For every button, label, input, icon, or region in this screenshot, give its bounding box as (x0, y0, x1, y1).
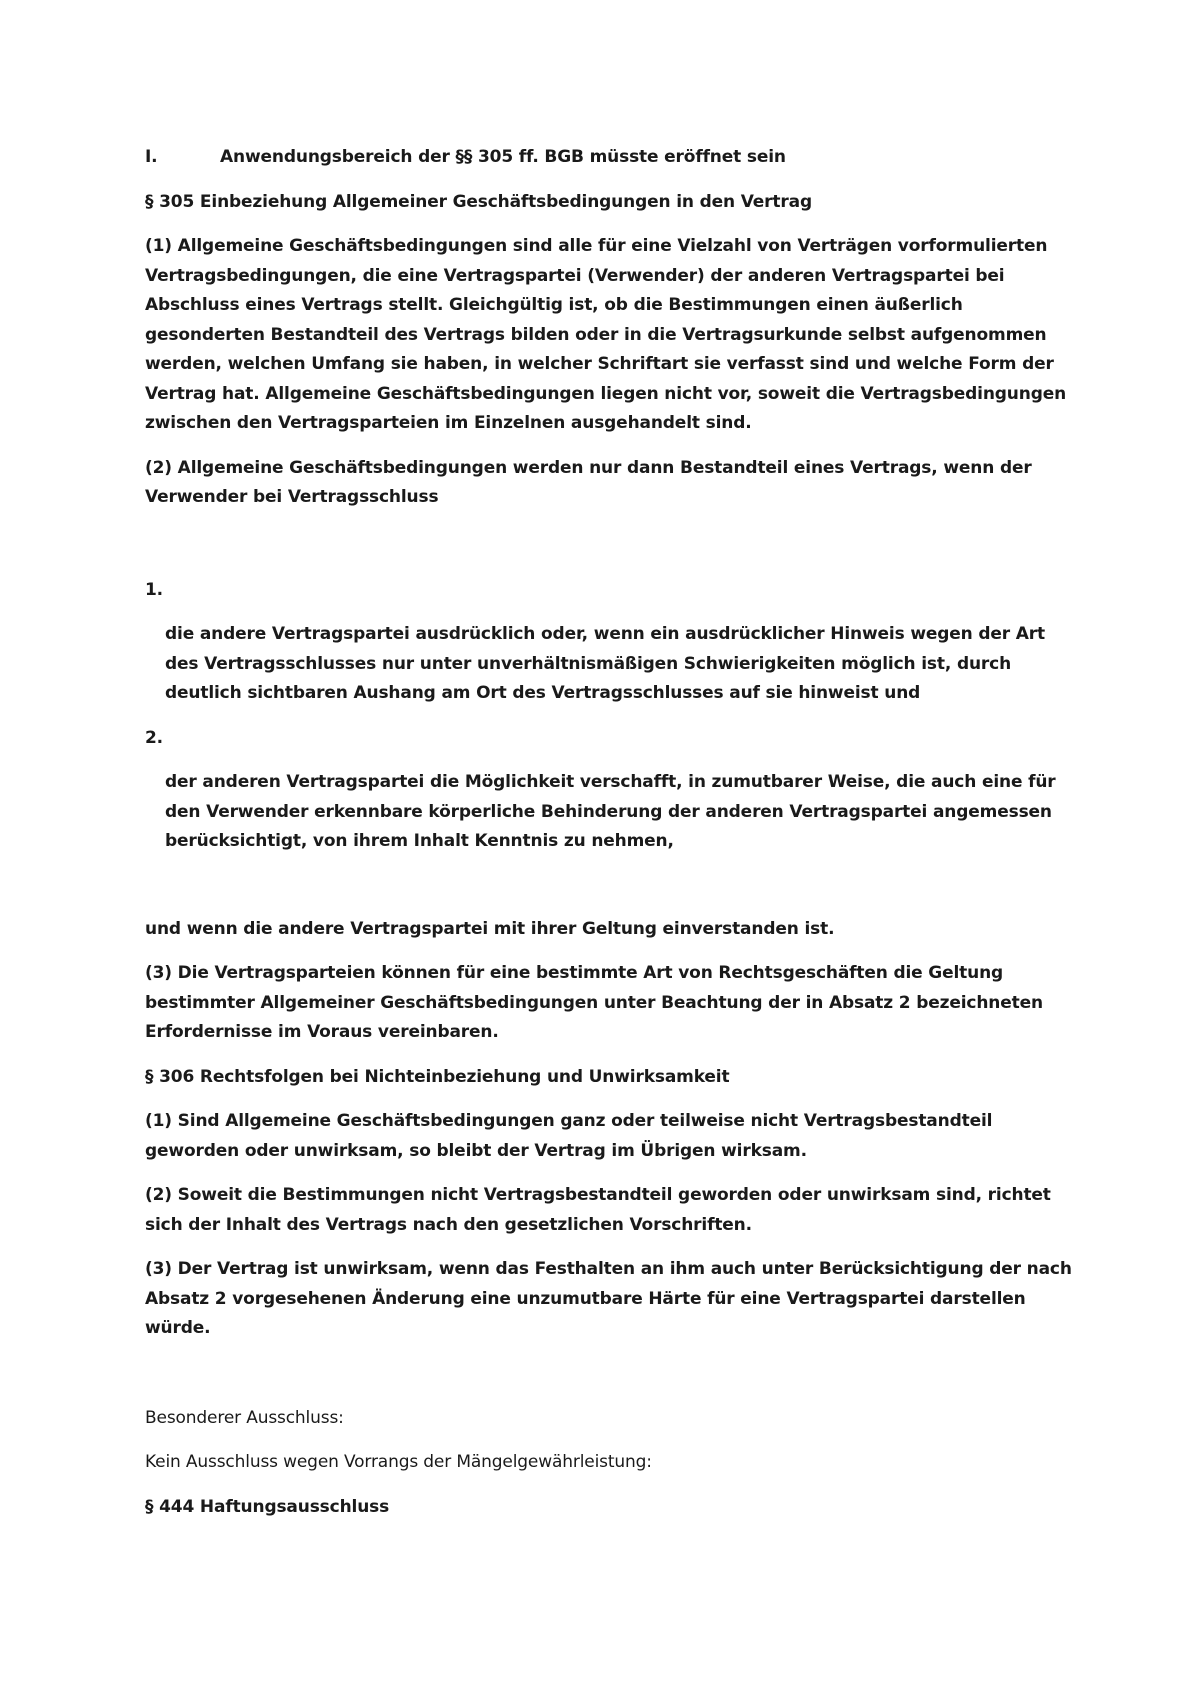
section-heading (145, 143, 1075, 173)
document-body (145, 143, 1075, 1522)
list-item-1-text: die andere Vertragspartei ausdrücklich oder, wenn ein ausdrücklicher Hinweis wegen der Art des Vertragsschlusses nur unter unverhältnismäßigen Schwierigkeiten möglich ist, durch deutlich sichtbaren Aushang am Ort des Vertragsschlusses auf sie hinweist und (165, 624, 1046, 703)
section-306-paragraph-1: (1) Sind Allgemeine Geschäftsbedingungen ganz oder teilweise nicht Vertragsbestandteil geworden oder unwirksam, so bleibt der Vertrag im Übrigen wirksam. (145, 1111, 993, 1161)
special-exclusion-label: Besonderer Ausschluss: (145, 1407, 344, 1428)
section-306-paragraph-3: (3) Der Vertrag ist unwirksam, wenn das Festhalten an ihm auch unter Berücksichtigung der nach Absatz 2 vorgesehenen Änderung eine unzumutbare Härte für eine Vertragspartei darstellen würde. (145, 1259, 1072, 1338)
list-item-2-text: der anderen Vertragspartei die Möglichkeit verschafft, in zumutbarer Weise, die auch eine für den Verwender erkennbare körperliche Behinderung der anderen Vertragspartei angemessen berücksichtigt, von ihrem Inhalt Kenntnis zu nehmen, (165, 772, 1056, 851)
section-305-paragraph-3: (3) Die Vertragsparteien können für eine bestimmte Art von Rechtsgeschäften die Geltung bestimmter Allgemeiner Geschäftsbedingungen unter Beachtung der in Absatz 2 bezeichneten Erfordernisse im Voraus vereinbaren. (145, 963, 1043, 1042)
heading-text: Anwendungsbereich der §§ 305 ff. BGB müsste eröffnet sein (220, 147, 786, 167)
heading-numeral: I. (145, 147, 158, 167)
section-306-title: § 306 Rechtsfolgen bei Nichteinbeziehung und Unwirksamkeit (145, 1066, 730, 1087)
section-305-paragraph-2-end: und wenn die andere Vertragspartei mit ihrer Geltung einverstanden ist. (145, 918, 835, 939)
list-item-1-number: 1. (145, 579, 163, 600)
section-305-paragraph-1: (1) Allgemeine Geschäftsbedingungen sind alle für eine Vielzahl von Verträgen vorformulierten Vertragsbedingungen, die eine Vertragspartei (Verwender) der anderen Vertragspartei bei Abschluss eines Vertrags stellt. Gleichgültig ist, ob die Bestimmungen einen äußerlich gesonderten Bestandteil des Vertrags bilden oder in die Vertragsurkunde selbst aufgenommen werden, welchen Umfang sie haben, in welcher Schriftart sie verfasst sind und welche Form der Vertrag hat. Allgemeine Geschäftsbedingungen liegen nicht vor, soweit die Vertragsbedingungen zwischen den Vertragsparteien im Einzelnen ausgehandelt sind. (145, 236, 1067, 433)
section-306-paragraph-2: (2) Soweit die Bestimmungen nicht Vertragsbestandteil geworden oder unwirksam sind, richtet sich der Inhalt des Vertrags nach den gesetzlichen Vorschriften. (145, 1185, 1051, 1235)
section-305-title: § 305 Einbeziehung Allgemeiner Geschäftsbedingungen in den Vertrag (145, 191, 812, 212)
section-444-title: § 444 Haftungsausschluss (145, 1496, 390, 1517)
list-item-2-number: 2. (145, 727, 163, 748)
no-exclusion-label: Kein Ausschluss wegen Vorrangs der Mängelgewährleistung: (145, 1452, 652, 1472)
section-305-paragraph-2: (2) Allgemeine Geschäftsbedingungen werden nur dann Bestandteil eines Vertrags, wenn der Verwender bei Vertragsschluss (145, 457, 1032, 507)
